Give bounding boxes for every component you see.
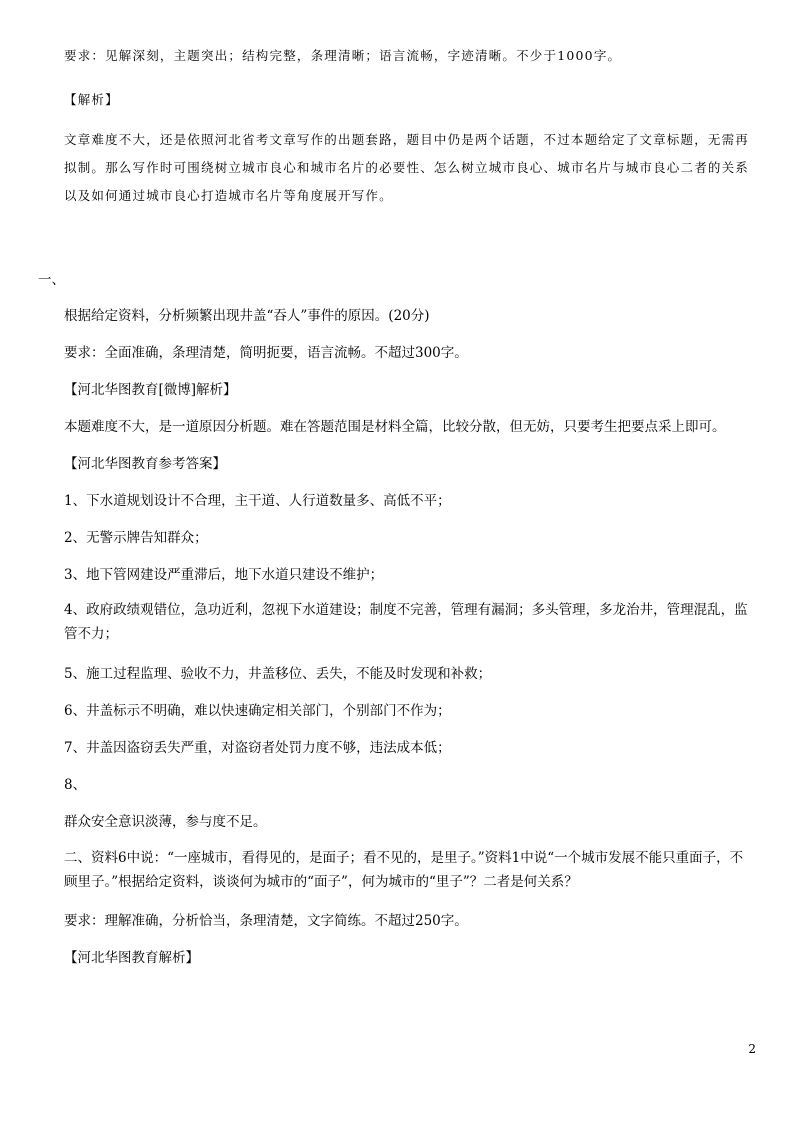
answer-item: 8、: [64, 777, 87, 793]
essay-requirement: 要求：见解深刻，主题突出；结构完整，条理清晰；语言流畅，字迹清晰。不少于1000字。: [64, 48, 622, 63]
analysis-heading: 【解析】: [64, 92, 119, 107]
section-one-number: 一、: [38, 272, 65, 288]
answer-item: 6、井盖标示不明确，难以快速确定相关部门，个别部门不作为；: [64, 703, 451, 719]
answer-item: 群众安全意识淡薄，参与度不足。: [64, 814, 267, 830]
answer-item: 4、政府政绩观错位，急功近利，忽视下水道建设；制度不完善，管理有漏洞；多头管理，多龙治井，管理混乱，监管不力；: [64, 602, 748, 642]
question-one-analysis-text: 本题难度不大，是一道原因分析题。难在答题范围是材料全篇，比较分散，但无妨，只要考生把要点采上即可。: [64, 419, 726, 435]
analysis-text: 文章难度不大，还是依照河北省考文章写作的出题套路，题目中仍是两个话题，不过本题给定了文章标题，无需再拟制。那么写作时可围绕树立城市良心和城市名片的必要性、怎么树立城市良心、城市名片与城市良心二者的关系以及如何通过城市良心打造城市名片等角度展开写作。: [64, 132, 750, 203]
answer-item: 5、施工过程监理、验收不力，井盖移位、丢失，不能及时发现和补救；: [64, 666, 492, 682]
answer-item: 1、下水道规划设计不合理，主干道、人行道数量多、高低不平；: [64, 493, 451, 509]
question-two-analysis-heading: 【河北华图教育解析】: [64, 950, 199, 966]
answer-item: 3、地下管网建设严重滞后，地下水道只建设不维护；: [64, 567, 384, 583]
question-one-requirement: 要求：全面准确，条理清楚，简明扼要，语言流畅。不超过300字。: [64, 345, 468, 361]
question-one: 根据给定资料，分析频繁出现井盖“吞人”事件的原因。(20分): [64, 308, 430, 324]
question-two: 二、资料6中说：“一座城市，看得见的，是面子；看不见的，是里子。”资料1中说“一个城市发展不能只重面子，不顾里子。”根据给定资料，谈谈何为城市的“面子”，何为城市的“里子”？二者是何关系？: [64, 850, 744, 890]
answer-item: 2、无警示牌告知群众；: [64, 530, 208, 546]
answer-heading: 【河北华图教育参考答案】: [64, 456, 226, 472]
question-two-requirement: 要求：理解准确，分析恰当，条理清楚，文字简练。不超过250字。: [64, 913, 468, 929]
question-one-analysis-heading: 【河北华图教育[微博]解析】: [64, 382, 237, 398]
page-number: 2: [748, 1042, 756, 1056]
answer-item: 7、井盖因盗窃丢失严重，对盗窃者处罚力度不够，违法成本低；: [64, 740, 451, 756]
